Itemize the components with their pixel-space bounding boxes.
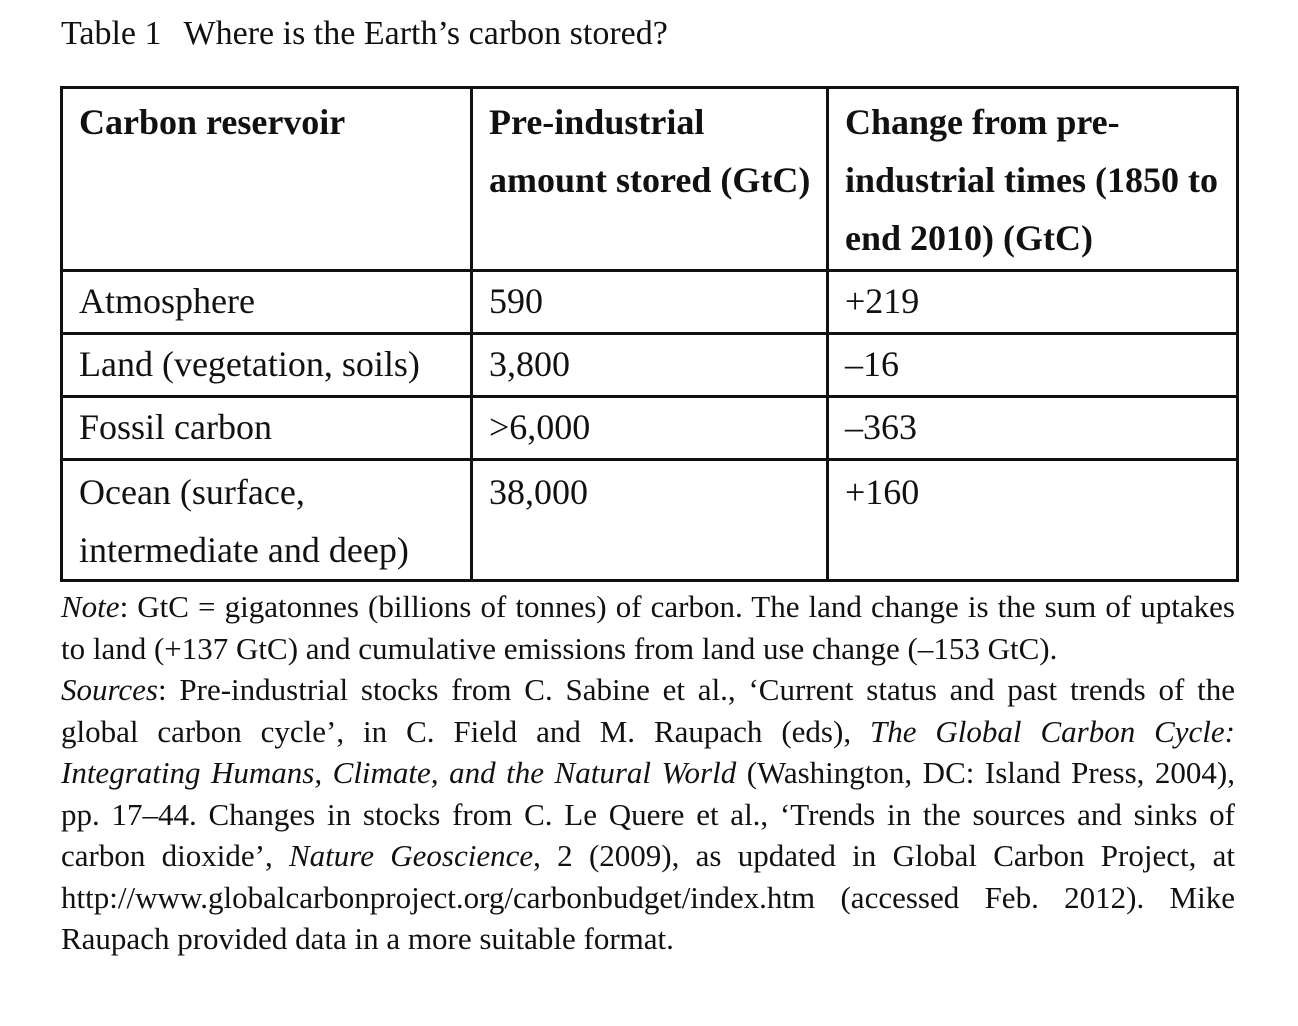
pre-industrial-cell: >6,000 (472, 397, 828, 460)
table-title: Where is the Earth’s carbon stored? (183, 15, 668, 52)
reservoir-cell: Fossil carbon (62, 397, 472, 460)
book-title: The Global Carbon Cycle: Integrating Humans, Climate, and the Natural World (61, 713, 1235, 790)
pre-industrial-cell: 38,000 (472, 460, 828, 581)
table-row (62, 271, 1238, 334)
table-row (62, 334, 1238, 397)
journal-title: Nature Geoscience (288, 838, 534, 873)
table-row (62, 397, 1238, 460)
reservoir-cell: Ocean (surface, intermediate and deep) (62, 460, 472, 581)
header-change-since-pre-industrial: Change from pre-industrial times (1850 to end 2010) (GtC) (828, 88, 1238, 271)
header-pre-industrial-amount: Pre-industrial amount stored (GtC) (472, 88, 828, 271)
table-caption (61, 12, 668, 56)
carbon-reservoir-table (60, 86, 1239, 582)
note-text: : GtC = gigatonnes (billions of tonnes) of carbon. The land change is the sum of uptakes to land (+137 GtC) and cumulative emissions from land use change (–153 GtC). (61, 589, 1235, 666)
sources-label: Sources (61, 672, 158, 707)
change-cell: –16 (828, 334, 1238, 397)
table-header-row (62, 88, 1238, 271)
sources-paragraph (61, 669, 1235, 960)
reservoir-cell: Land (vegetation, soils) (62, 334, 472, 397)
reservoir-cell: Atmosphere (62, 271, 472, 334)
note-label: Note (61, 589, 120, 624)
table-row (62, 460, 1238, 581)
sources-text-3: , 2 (2009), as updated in Global Carbon Project, at http://www.globalcarbonproject.org/carbonbudget/index.htm (accessed Feb. 2012). Mike Raupach provided data in a more suitable format. (61, 838, 1235, 956)
pre-industrial-cell: 590 (472, 271, 828, 334)
table-number: Table 1 (61, 15, 162, 52)
sources-text-1: : Pre-industrial stocks from C. Sabine et al., ‘Current status and past trends of the global carbon cycle’, in C. Field and M. Raupach (eds), (61, 672, 1235, 749)
change-cell: +219 (828, 271, 1238, 334)
pre-industrial-cell: 3,800 (472, 334, 828, 397)
change-cell: –363 (828, 397, 1238, 460)
note-paragraph (61, 586, 1235, 669)
table-notes (61, 586, 1235, 960)
sources-text-2: (Washington, DC: Island Press, 2004), pp. 17–44. Changes in stocks from C. Le Quere et al., ‘Trends in the sources and sinks of carbon dioxide’, (61, 755, 1235, 873)
change-cell: +160 (828, 460, 1238, 581)
header-carbon-reservoir: Carbon reservoir (62, 88, 472, 271)
